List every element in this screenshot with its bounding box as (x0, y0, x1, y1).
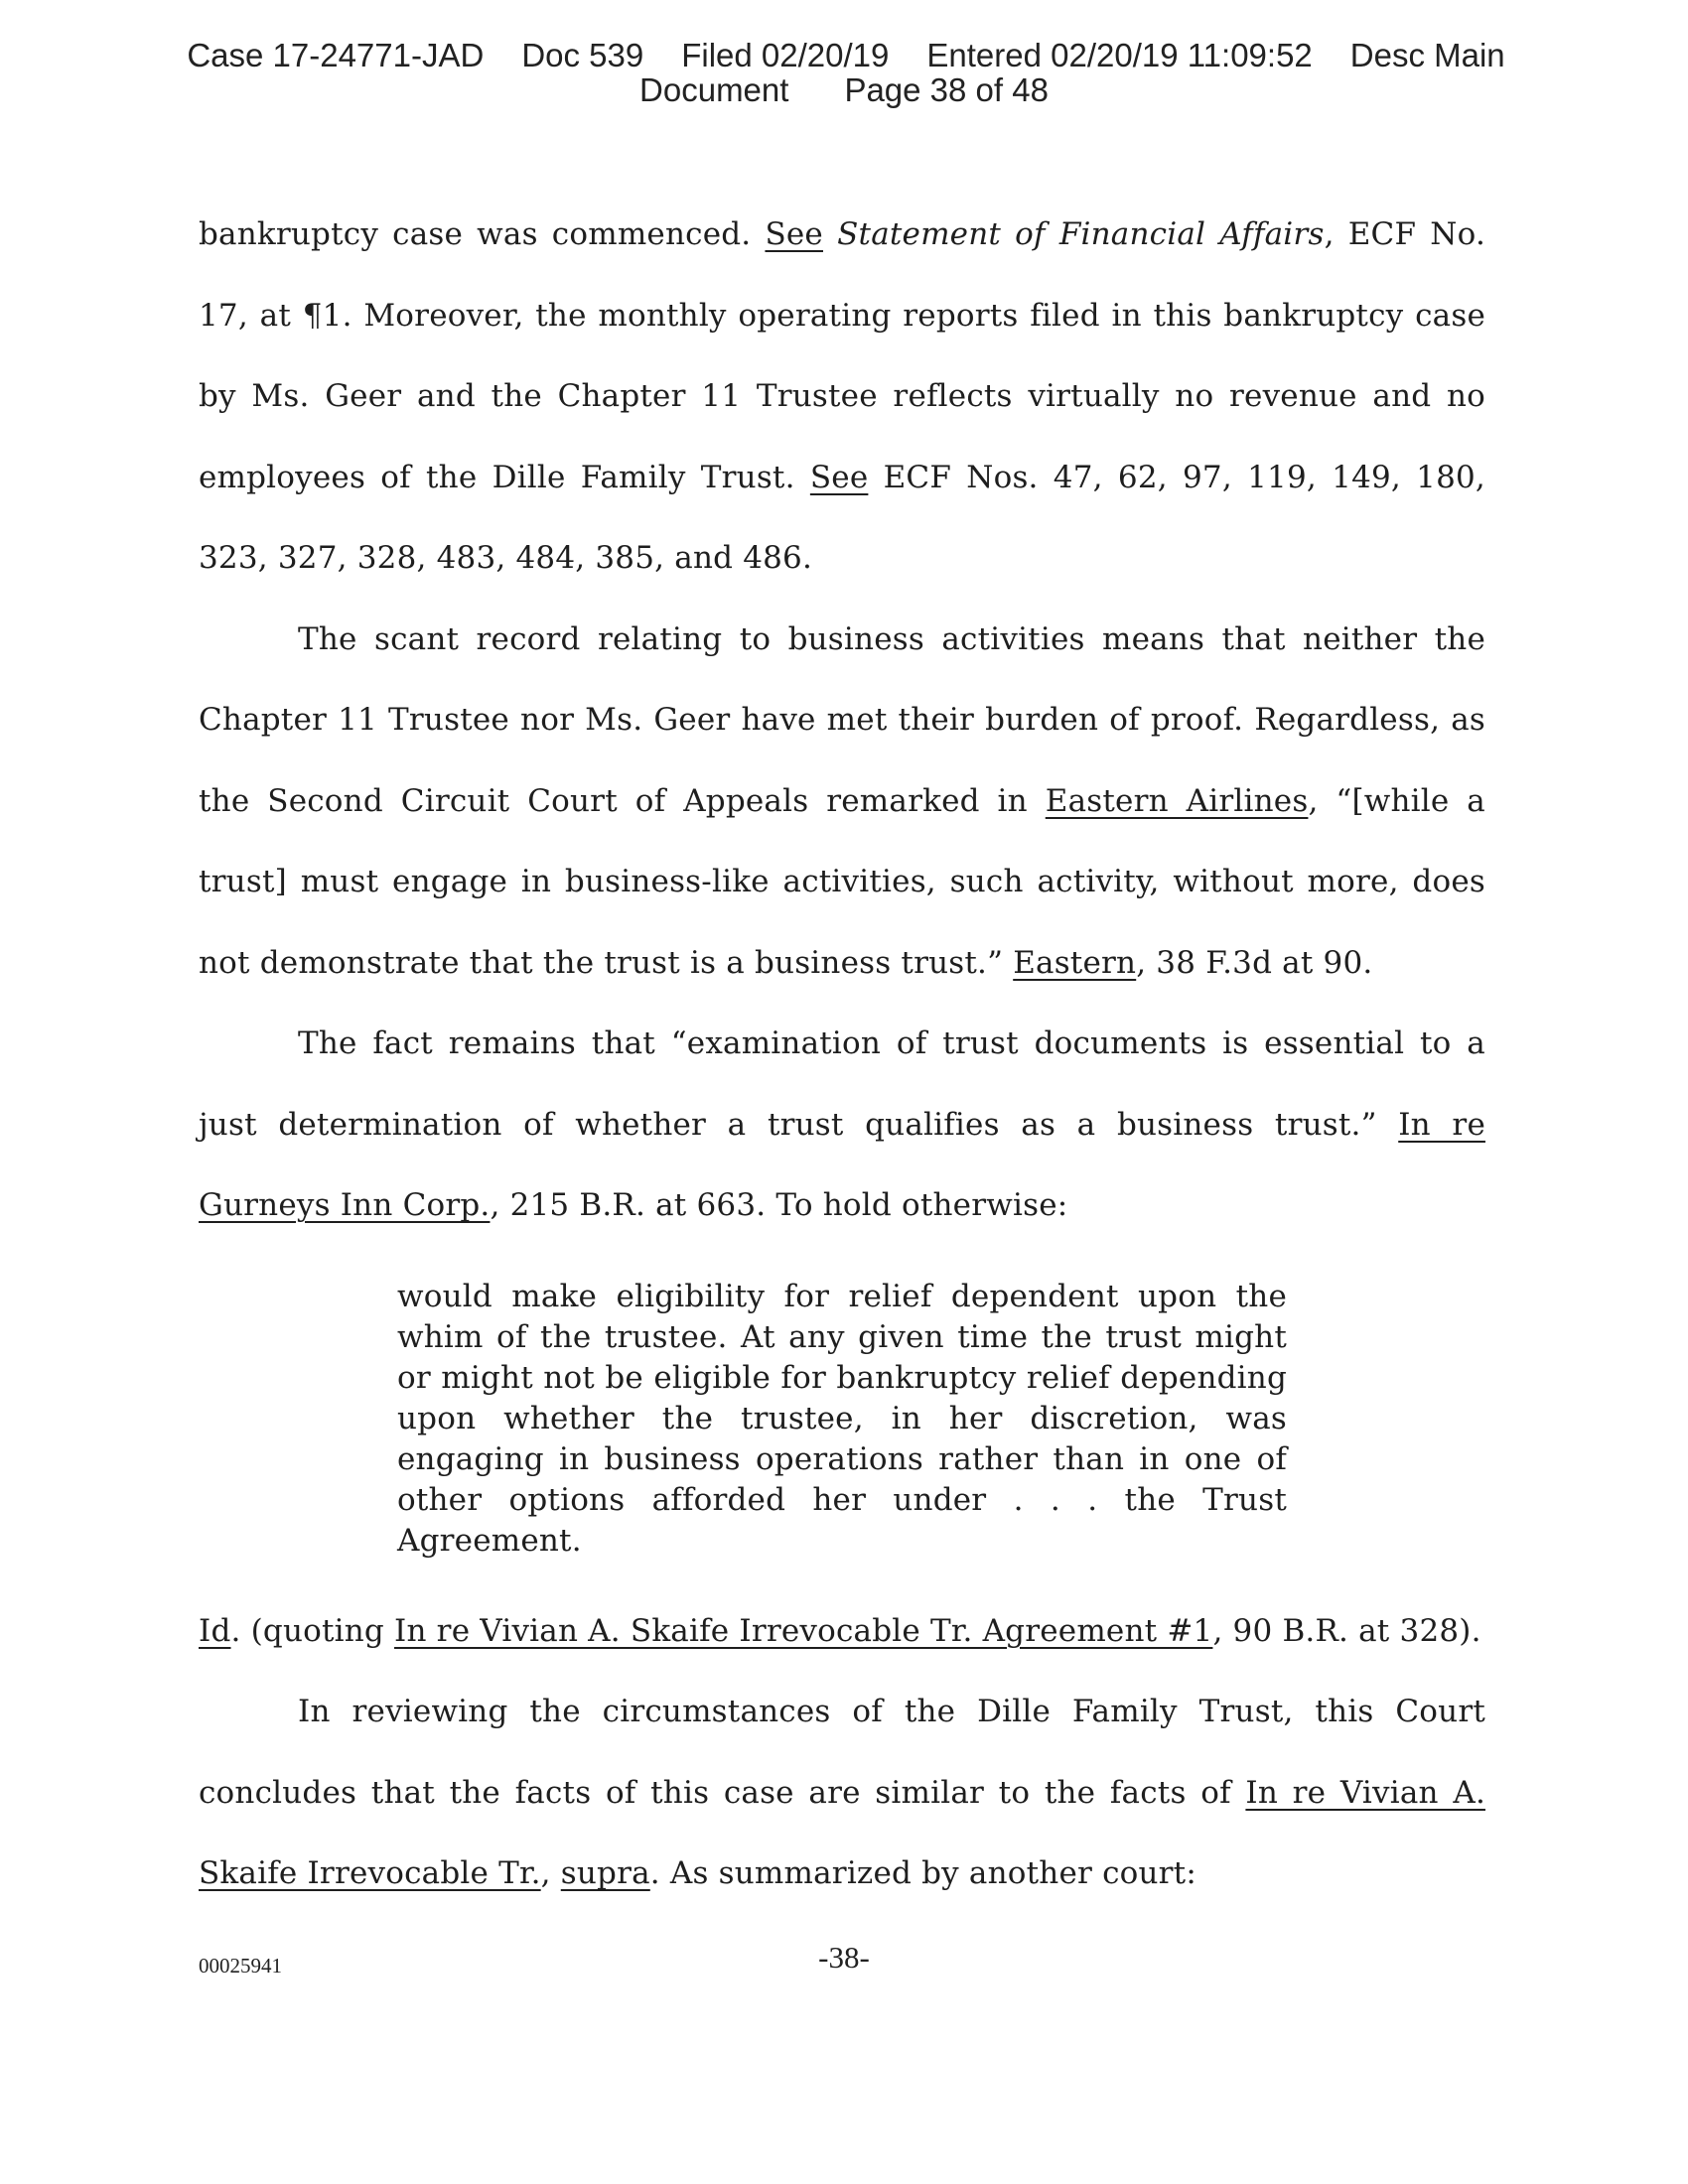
text-run: The scant record relating to business activities means that neither the Chapter 11 Trustee nor Ms. Geer have met their burden of proof. Regardless, as the Second Circuit Court of Appeals remarked in (199, 620, 1485, 819)
page-indicator: Page 38 of 48 (844, 71, 1049, 108)
paragraph-3 (199, 1004, 1485, 1247)
opinion-body (199, 195, 1485, 1915)
doc-number: Doc 539 (521, 37, 644, 73)
text-run (823, 216, 837, 252)
text-run: , 38 F.3d at 90. (1136, 944, 1373, 981)
header-line-2 (0, 72, 1688, 107)
entered-date: Entered 02/20/19 11:09:52 (926, 37, 1313, 73)
paragraph-1 (199, 195, 1485, 600)
header-line-1 (0, 38, 1688, 72)
case-header (0, 38, 1688, 107)
paragraph-5 (199, 1672, 1485, 1915)
citation-eastern: Eastern (1013, 944, 1137, 981)
citation-signal-see: See (765, 216, 823, 252)
desc-label: Desc Main (1349, 37, 1505, 73)
citation-gurneys-inn: In re Gurneys Inn Corp. (199, 1106, 1485, 1223)
filed-date: Filed 02/20/19 (681, 37, 890, 73)
case-number: Case 17-24771-JAD (187, 37, 485, 73)
citation-id: Id (199, 1612, 231, 1649)
citation-skaife-trust: In re Vivian A. Skaife Irrevocable Tr. (199, 1774, 1486, 1891)
citation-eastern-airlines: Eastern Airlines (1045, 782, 1309, 819)
text-run: In reviewing the circumstances of the Dille Family Trust, this Court concludes that the facts of this case are similar to the facts of (199, 1694, 1485, 1811)
paragraph-2 (199, 600, 1485, 1005)
text-run: bankruptcy case was commenced. (199, 216, 766, 252)
paragraph-4 (199, 1591, 1485, 1673)
text-run: The fact remains that “examination of trust documents is essential to a just determination of whether a trust qualifies as a business trust.” (199, 1025, 1485, 1143)
text-run: , 90 B.R. at 328). (1212, 1612, 1481, 1649)
text-run: ECF Nos. 47, 62, 97, 119, 149, 180, 323, 327, 328, 483, 484, 385, and 486. (199, 459, 1485, 576)
block-quote: would make eligibility for relief dependent upon the whim of the trustee. At any given time the trust might or might not be eligible for bankruptcy relief depending upon whether the trustee, in her discretion, was engaging in business operations rather than in one of other options afforded her under . . . the Trust Agreement. (397, 1278, 1287, 1559)
page-number: -38- (818, 1940, 870, 1975)
text-run: . (quoting (230, 1612, 395, 1649)
citation-supra: supra (560, 1855, 650, 1891)
citation-statement-of-financial-affairs: Statement of Financial Affairs (837, 216, 1325, 252)
text-run: , (540, 1855, 561, 1891)
text-run: , ECF No. 17, at ¶1. Moreover, the monthly operating reports filed in this bankruptcy case by Ms. Geer and the Chapter 11 Trustee reflects virtually no revenue and no employees of the Dille Family Trust. (199, 216, 1485, 495)
document-id: 00025941 (199, 1954, 282, 1978)
text-run: , 215 B.R. at 663. To hold otherwise: (490, 1187, 1068, 1223)
citation-signal-see: See (809, 459, 869, 495)
citation-skaife-agreement: In re Vivian A. Skaife Irrevocable Tr. Agreement #1 (394, 1612, 1213, 1649)
text-run: , “[while a trust] must engage in business-like activities, such activity, without more, does not demonstrate that the trust is a business trust.” (199, 782, 1485, 981)
text-run: . As summarized by another court: (649, 1855, 1196, 1891)
document-label: Document (639, 71, 789, 108)
